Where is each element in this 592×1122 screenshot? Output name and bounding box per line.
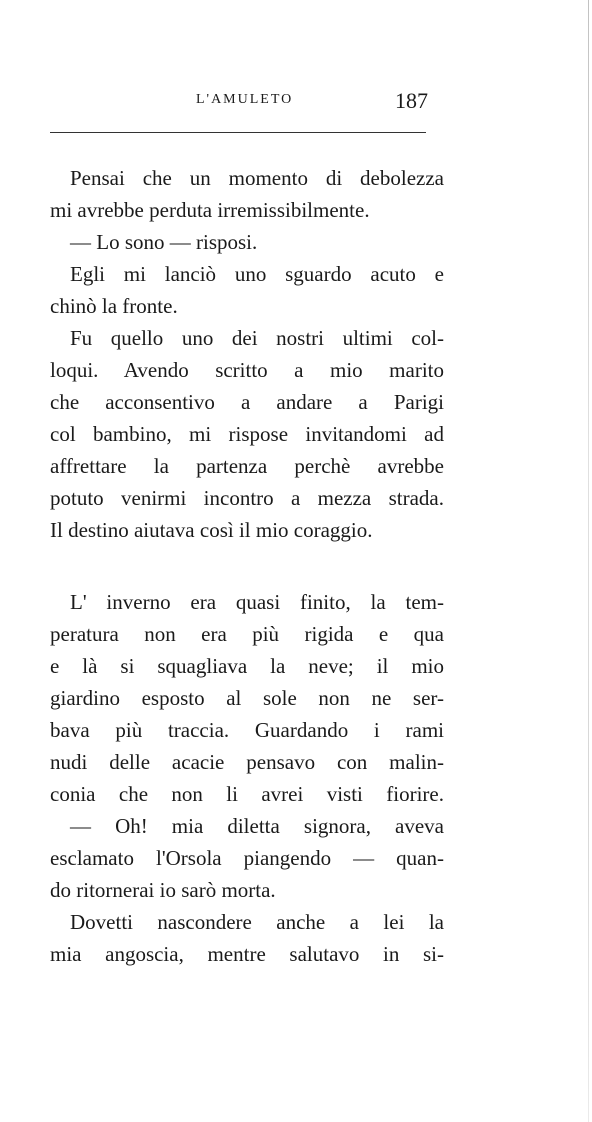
text-line: chinò la fronte.: [50, 294, 178, 318]
text-line: mi avrebbe perduta irremissibilmente.: [50, 198, 370, 222]
text-line: bava più traccia. Guardando i rami: [50, 718, 444, 742]
text-line: Egli mi lanciò uno sguardo acuto e: [70, 262, 444, 286]
section-break: [50, 546, 444, 586]
scan-edge-shadow: [588, 0, 589, 1122]
text-line: do ritornerai io sarò morta.: [50, 878, 276, 902]
text-line: — Oh! mia diletta signora, aveva: [70, 814, 444, 838]
text-line: Pensai che un momento di debolezza: [70, 166, 444, 190]
text-line: L' inverno era quasi finito, la tem-: [70, 590, 444, 614]
text-line: Il destino aiutava così il mio coraggio.: [50, 518, 373, 542]
text-line: — Lo sono — risposi.: [70, 230, 258, 254]
text-line: che acconsentivo a andare a Parigi: [50, 390, 444, 414]
text-line: giardino esposto al sole non ne ser-: [50, 686, 444, 710]
body-text: [50, 162, 444, 970]
text-line: loqui. Avendo scritto a mio marito: [50, 358, 444, 382]
text-line: Fu quello uno dei nostri ultimi col-: [70, 326, 444, 350]
running-title: L'AMULETO: [196, 92, 294, 107]
text-line: Dovetti nascondere anche a lei la: [70, 910, 444, 934]
text-line: esclamato l'Orsola piangendo — quan-: [50, 846, 444, 870]
text-line: peratura non era più rigida e qua: [50, 622, 444, 646]
text-line: conia che non li avrei visti fiorire.: [50, 782, 444, 806]
text-line: col bambino, mi rispose invitandomi ad: [50, 422, 444, 446]
running-head: [48, 88, 432, 114]
text-line: mia angoscia, mentre salutavo in si-: [50, 942, 444, 966]
text-line: affrettare la partenza perchè avrebbe: [50, 454, 444, 478]
text-line: potuto venirmi incontro a mezza strada.: [50, 486, 444, 510]
header-rule: [50, 132, 426, 133]
page-number: 187: [395, 88, 428, 113]
text-line: e là si squagliava la neve; il mio: [50, 654, 444, 678]
text-line: nudi delle acacie pensavo con malin-: [50, 750, 444, 774]
